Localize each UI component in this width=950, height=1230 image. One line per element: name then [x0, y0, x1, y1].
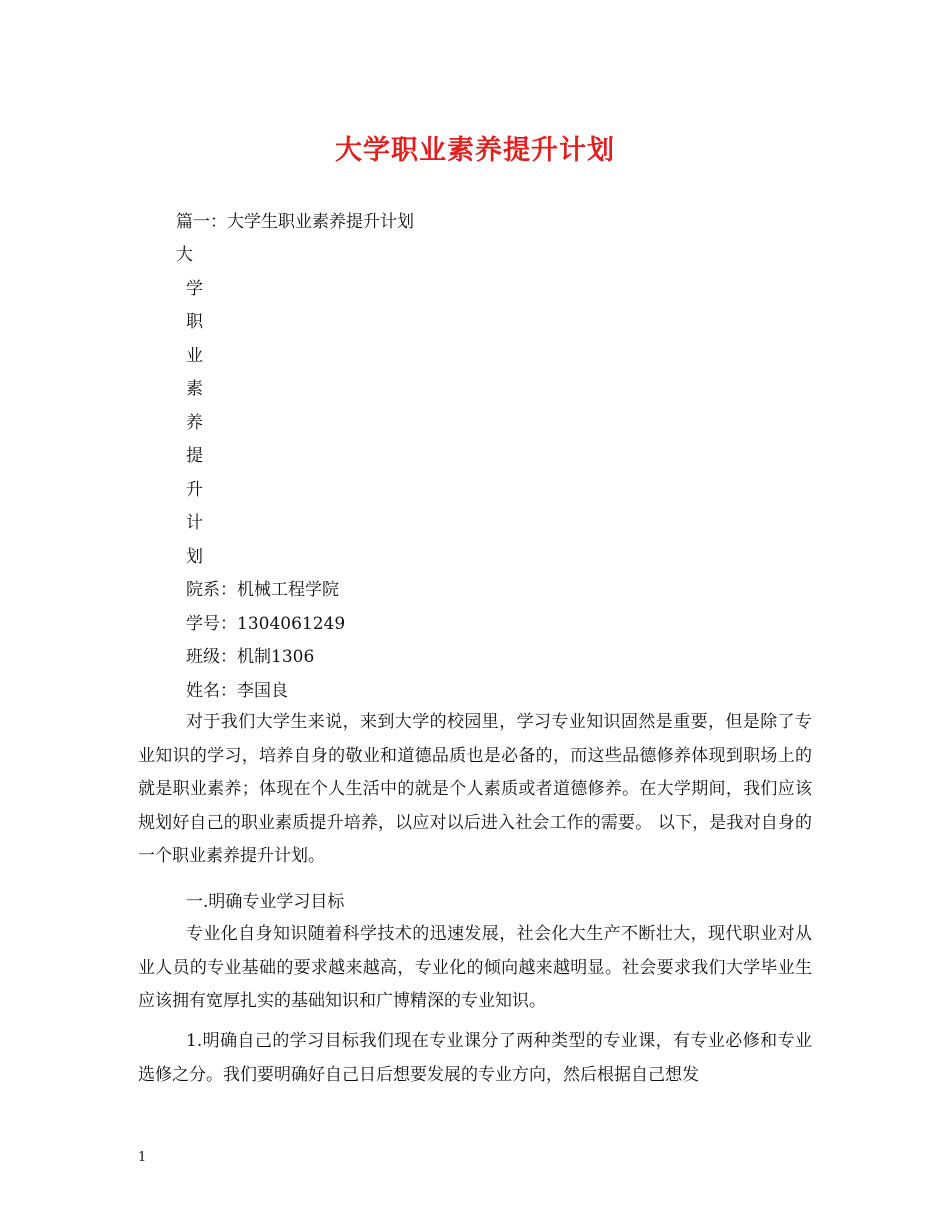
body-paragraph: 专业化自身知识随着科学技术的迅速发展，社会化大生产不断壮大，现代职业对从业人员的专业基础的要求越来越高，专业化的倾向越来越明显。社会要求我们大学毕业生应该拥有宽厚扎实的基础知识和广博精深的专业知识。: [138, 924, 812, 1011]
department-line: 院系：机械工程学院: [186, 580, 339, 600]
vertical-title-char: 业: [186, 346, 203, 366]
class-line: 班级：机制1306: [186, 647, 315, 667]
vertical-title-char: 职: [186, 312, 203, 332]
body-paragraph: 1.明确自己的学习目标我们现在专业课分了两种类型的专业课，有专业必修和专业选修之分。我们要明确好自己日后想要发展的专业方向，然后根据自己想发: [138, 1031, 812, 1085]
document-title: 大学职业素养提升计划: [335, 135, 615, 166]
vertical-title-char: 养: [186, 413, 203, 433]
name-line: 姓名：李国良: [186, 681, 288, 701]
page-number: 1: [138, 1150, 147, 1165]
section-heading: 篇一：大学生职业素养提升计划: [176, 212, 414, 232]
vertical-title-char: 划: [186, 547, 203, 567]
vertical-title-char: 计: [186, 513, 203, 533]
student-id-line: 学号：1304061249: [186, 614, 346, 634]
intro-paragraph: 对于我们大学生来说，来到大学的校园里，学习专业知识固然是重要，但是除了专业知识的学习，培养自身的敬业和道德品质也是必备的，而这些品德修养体现到职场上的就是职业素养；体现在个人生活中的就是个人素质或者道德修养。在大学期间，我们应该规划好自己的职业素质提升培养，以应对以后进入社会工作的需要。 以下，是我对自身的一个职业素养提升计划。: [138, 712, 812, 866]
vertical-title-char: 大: [176, 245, 193, 265]
subheading-study-goals: 一.明确专业学习目标: [186, 892, 345, 912]
vertical-title-char: 升: [186, 480, 203, 500]
vertical-title-char: 素: [186, 379, 203, 399]
vertical-title-char: 学: [186, 279, 203, 299]
vertical-title-char: 提: [186, 446, 203, 466]
